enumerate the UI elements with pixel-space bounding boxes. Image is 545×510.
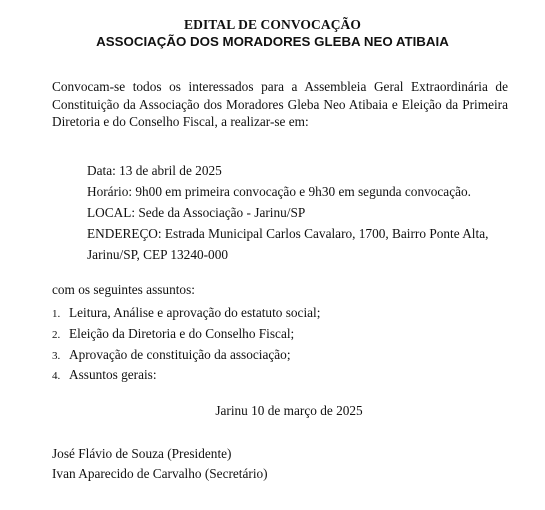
list-item (52, 365, 320, 386)
list-item-number: 2. (52, 328, 61, 341)
signature-secretary: Ivan Aparecido de Carvalho (Secretário) (52, 465, 268, 481)
intro-line: Diretoria e do Conselho Fiscal, a realizar-se em: (52, 114, 309, 129)
list-item-text: Eleição da Diretoria e do Conselho Fiscal; (69, 325, 295, 341)
intro-paragraph (52, 78, 508, 131)
list-item-number: 3. (52, 349, 61, 362)
document-title: EDITAL DE CONVOCAÇÃO (184, 17, 361, 32)
intro-line: Constituição da Associação dos Moradores Gleba Neo Atibaia e Eleição da Primeira (52, 96, 508, 112)
list-item-text: Leitura, Análise e aprovação do estatuto social; (69, 305, 321, 320)
intro-line: Convocam-se todos os interessados para a Assembleia Geral Extraordinária de (52, 79, 508, 94)
place-and-date: Jarinu 10 de março de 2025 (215, 403, 363, 418)
signatures (52, 444, 268, 483)
meeting-location: LOCAL: Sede da Associação - Jarinu/SP (87, 205, 306, 220)
meeting-details (87, 160, 488, 265)
document-subtitle: ASSOCIAÇÃO DOS MORADORES GLEBA NEO ATIBAIA (96, 34, 449, 49)
subjects-intro: com os seguintes assuntos: (52, 282, 195, 297)
list-item-number: 1. (52, 308, 61, 320)
meeting-address: ENDEREÇO: Estrada Municipal Carlos Cavalaro, 1700, Bairro Ponte Alta, (87, 226, 489, 241)
list-item (52, 345, 320, 366)
list-item (52, 303, 320, 324)
list-item (52, 324, 320, 345)
list-item-text: Aprovação de constituição da associação; (69, 346, 291, 362)
meeting-date: Data: 13 de abril de 2025 (87, 163, 222, 178)
list-item-text: Assuntos gerais: (69, 367, 157, 383)
meeting-address-continued: Jarinu/SP, CEP 13240-000 (87, 247, 228, 262)
list-item-number: 4. (52, 370, 61, 383)
subjects-list (52, 303, 320, 386)
meeting-time: Horário: 9h00 em primeira convocação e 9h30 em segunda convocação. (87, 184, 471, 199)
signature-president: José Flávio de Souza (Presidente) (52, 446, 232, 461)
